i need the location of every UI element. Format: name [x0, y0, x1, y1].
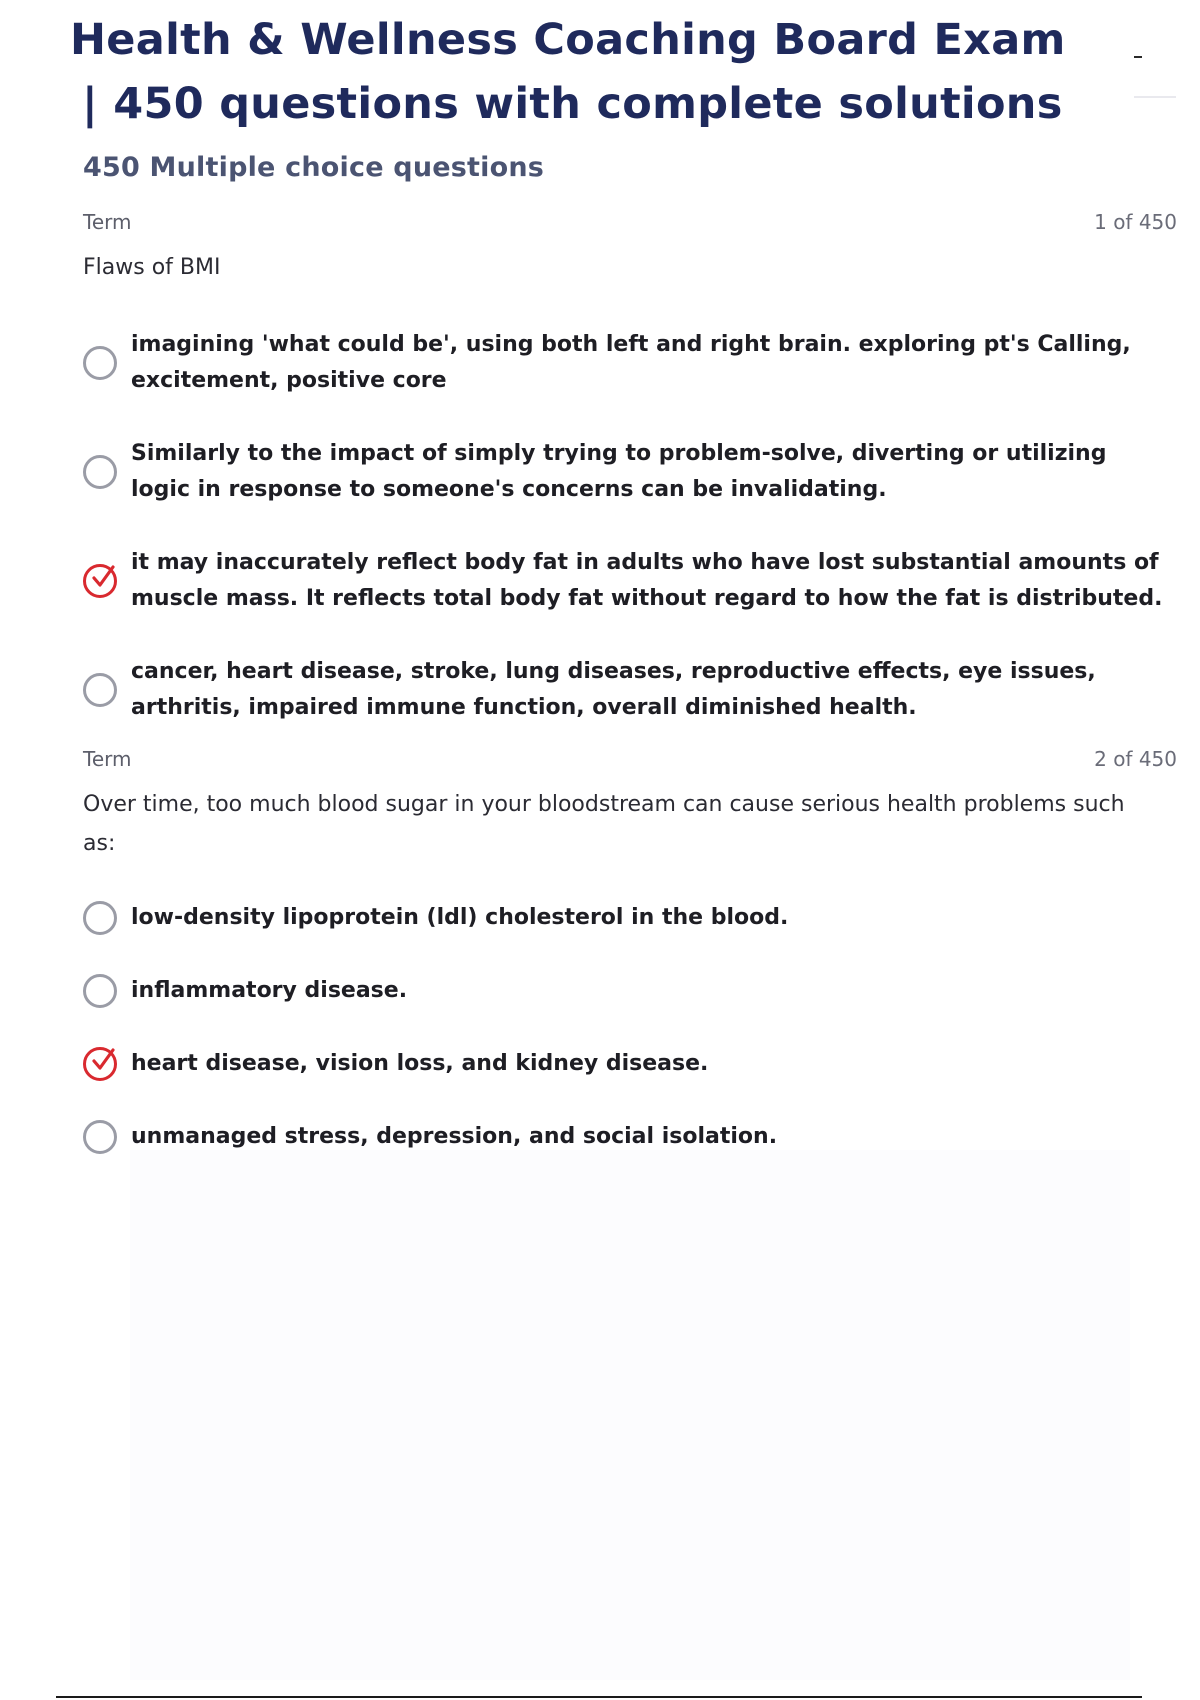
radio-button[interactable] — [83, 673, 117, 707]
answer-option-selected[interactable] — [83, 1046, 1171, 1082]
answer-option[interactable] — [83, 436, 1171, 508]
option-text: imagining 'what could be', using both left and right brain. exploring pt's Calling, excitement, positive core — [131, 332, 1131, 393]
title-line-1: Health & Wellness Coaching Board Exam — [70, 15, 1066, 65]
radio-button-checked[interactable] — [83, 564, 117, 598]
footer-divider — [56, 1696, 1142, 1698]
option-text: cancer, heart disease, stroke, lung diseases, reproductive effects, eye issues, arthritis, impaired immune function, overall diminished health. — [131, 659, 1096, 720]
checkmark-icon — [88, 563, 118, 593]
corner-divider — [1134, 96, 1176, 98]
radio-button[interactable] — [83, 974, 117, 1008]
title-line-2: | 450 questions with complete solutions — [82, 79, 1063, 129]
content-background — [130, 1150, 1130, 1680]
answer-option[interactable] — [83, 973, 1171, 1009]
radio-button-checked[interactable] — [83, 1047, 117, 1081]
question-header — [83, 747, 1177, 777]
radio-button[interactable] — [83, 1120, 117, 1154]
answer-option-selected[interactable] — [83, 545, 1171, 617]
option-text: inflammatory disease. — [131, 978, 408, 1003]
question-counter: 1 of 450 — [1094, 210, 1177, 234]
answer-option[interactable] — [83, 900, 1171, 936]
radio-button[interactable] — [83, 901, 117, 935]
checkmark-icon — [88, 1046, 118, 1076]
term-label: Term — [83, 210, 132, 234]
option-text: it may inaccurately reflect body fat in adults who have lost substantial amounts of muscle mass. It reflects total body fat without regard to how the fat is distributed. — [131, 550, 1163, 611]
option-text: Similarly to the impact of simply trying to problem-solve, diverting or utilizing logic in response to someone's concerns can be invalidating. — [131, 441, 1107, 502]
answer-option[interactable] — [83, 1119, 1171, 1155]
document-title — [70, 8, 1090, 136]
question-card-2 — [83, 747, 1177, 1149]
option-text: unmanaged stress, depression, and social isolation. — [131, 1124, 778, 1149]
term-label: Term — [83, 747, 132, 771]
document-subtitle: 450 Multiple choice questions — [83, 152, 545, 183]
option-text: heart disease, vision loss, and kidney disease. — [131, 1051, 709, 1076]
question-prompt: Flaws of BMI — [83, 255, 221, 280]
question-header — [83, 210, 1177, 240]
corner-dash-mark — [1134, 56, 1142, 58]
option-text: low-density lipoprotein (ldl) cholesterol in the blood. — [131, 905, 789, 930]
radio-button[interactable] — [83, 455, 117, 489]
answer-option[interactable] — [83, 654, 1171, 726]
question-counter: 2 of 450 — [1094, 747, 1177, 771]
radio-button[interactable] — [83, 346, 117, 380]
question-card-1 — [83, 210, 1177, 720]
question-prompt: Over time, too much blood sugar in your bloodstream can cause serious health problems such as: — [83, 792, 1125, 856]
answer-option[interactable] — [83, 327, 1171, 399]
